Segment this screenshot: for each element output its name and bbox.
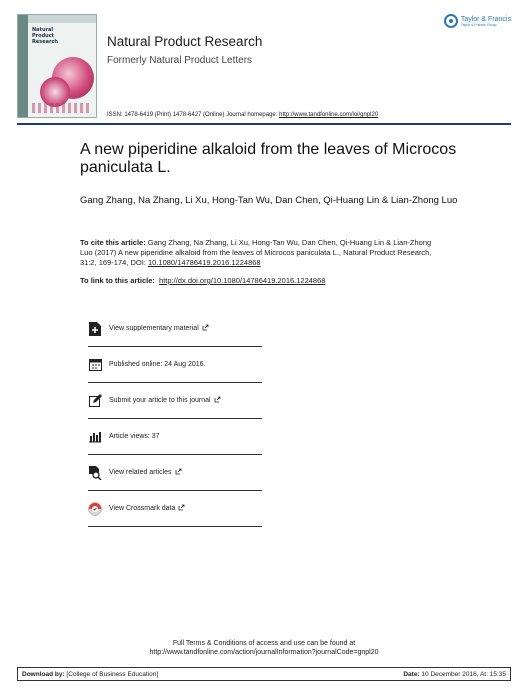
publisher-logo[interactable] [444, 14, 511, 28]
article-views-info: Article views: 37 [88, 419, 262, 455]
journal-header [17, 14, 511, 124]
article-actions [88, 311, 262, 527]
cite-label: To cite this article: [80, 238, 146, 247]
cite-text: Gang Zhang, Na Zhang, Li Xu, Hong-Tan Wu, Dan Chen, Qi-Huang Lin & Lian-Zhong Luo (2017) A new piperidine alkaloid from the leaves of Microcos paniculata L., Natural Product Research, 31:2, 169-174, DOI: [80, 238, 432, 267]
publisher-tagline: Taylor & Francis Group [460, 22, 497, 27]
view-related-articles[interactable]: View related articles [88, 455, 262, 491]
calendar-icon [88, 358, 102, 372]
issn-line: ISSN: 1478-6419 (Print) 1478-6427 (Online) Journal homepage: http://www.tandfonline.com/loi/gnpl20 [107, 112, 379, 118]
terms-link[interactable]: http://www.tandfonline.com/action/journalInformation?journalCode=gnpl20 [149, 649, 379, 656]
edit-icon [88, 394, 102, 408]
journal-homepage-link[interactable]: http://www.tandfonline.com/loi/gnpl20 [279, 112, 379, 118]
bar-chart-icon [88, 430, 102, 444]
citation-block [80, 238, 440, 268]
download-by: Download by: [College of Business Education] [22, 670, 159, 678]
crossmark-icon [88, 502, 102, 516]
external-link-icon [175, 468, 182, 477]
article-title: A new piperidine alkaloid from the leaves of Microcos paniculata L. [80, 141, 457, 176]
terms-footer: Full Terms & Conditions of access and use can be found at http://www.tandfonline.com/action/journalInformation?journalCode=gnpl20 [0, 639, 528, 657]
external-link-icon [178, 504, 185, 513]
cover-title: Natural Product Research [32, 27, 58, 45]
download-info-bar [17, 667, 511, 681]
journal-title: Natural Product Research [107, 34, 263, 49]
view-crossmark-data[interactable]: View Crossmark data [88, 491, 262, 527]
article-authors: Gang Zhang, Na Zhang, Li Xu, Hong-Tan Wu, Dan Chen, Qi-Huang Lin & Lian-Zhong Luo [80, 195, 458, 206]
journal-cover-thumbnail [17, 14, 97, 118]
cite-doi-link[interactable]: 10.1080/14786419.2016.1224868 [147, 258, 261, 267]
journal-subtitle: Formerly Natural Product Letters [107, 55, 253, 66]
view-supplementary-material[interactable]: View supplementary material [88, 311, 262, 347]
article-doi-link[interactable]: http://dx.doi.org/10.1080/14786419.2016.1224868 [159, 276, 326, 285]
download-date: Date: 10 December 2016, At: 15:35 [403, 670, 506, 678]
submit-article-link[interactable]: Submit your article to this journal [88, 383, 262, 419]
publisher-name: Taylor & Francis [460, 15, 511, 23]
article-link-line [80, 276, 460, 285]
header-divider [17, 123, 511, 125]
supplementary-plus-icon [88, 322, 102, 336]
related-search-icon [88, 466, 102, 480]
external-link-icon [202, 324, 209, 333]
published-online-info: Published online: 24 Aug 2016. [88, 347, 262, 383]
link-label: To link to this article: [80, 276, 155, 285]
taylor-francis-logo-icon [444, 14, 458, 28]
external-link-icon [214, 396, 221, 405]
